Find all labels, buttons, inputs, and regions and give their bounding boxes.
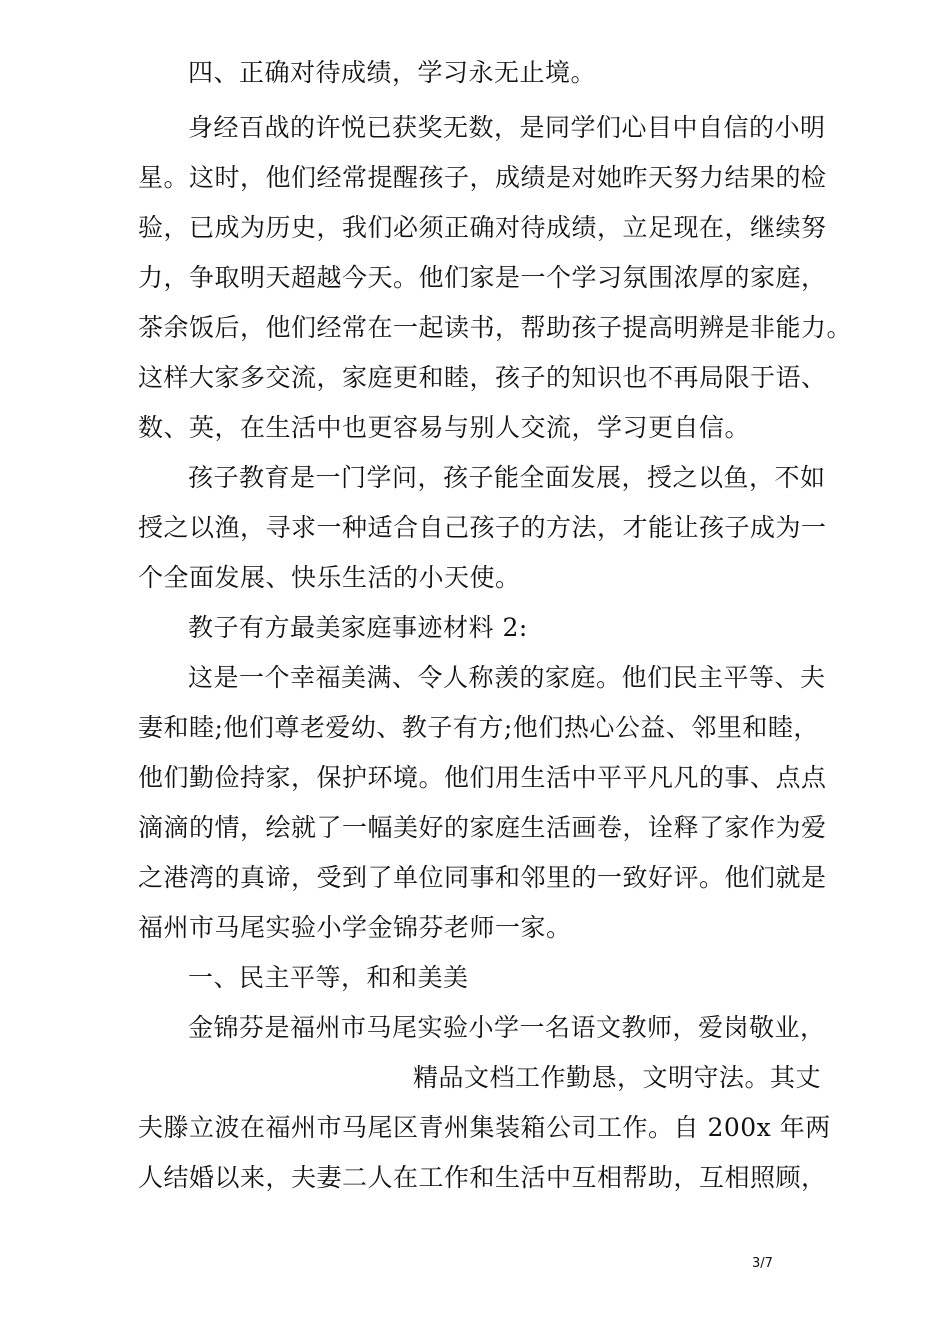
paragraph-line: 茶余饭后，他们经常在一起读书，帮助孩子提高明辨是非能力。	[138, 313, 853, 342]
section-heading-4: 四、正确对待成绩，学习永无止境。	[188, 58, 597, 87]
paragraph-line: 这样大家多交流，家庭更和睦，孩子的知识也不再局限于语、	[138, 363, 827, 392]
paragraph-line: 精品文档工作勤恳，文明守法。其丈	[413, 1063, 822, 1092]
paragraph-line: 验，已成为历史，我们必须正确对待成绩，立足现在，继续努	[138, 213, 827, 242]
paragraph-line: 力，争取明天超越今天。他们家是一个学习氛围浓厚的家庭，	[138, 263, 827, 292]
paragraph-line: 他们勤俭持家，保护环境。他们用生活中平平凡凡的事、点点	[138, 763, 827, 792]
paragraph-line: 之港湾的真谛，受到了单位同事和邻里的一致好评。他们就是	[138, 863, 827, 892]
paragraph-line: 金锦芬是福州市马尾实验小学一名语文教师，爱岗敬业，	[188, 1013, 826, 1042]
paragraph-line: 授之以渔，寻求一种适合自己孩子的方法，才能让孩子成为一	[138, 513, 827, 542]
paragraph-line: 星。这时，他们经常提醒孩子，成绩是对她昨天努力结果的检	[138, 163, 827, 192]
material-heading: 教子有方最美家庭事迹材料 2:	[188, 613, 528, 642]
paragraph-line: 人结婚以来，夫妻二人在工作和生活中互相帮助，互相照顾，	[138, 1163, 827, 1192]
paragraph-line: 个全面发展、快乐生活的小天使。	[138, 563, 521, 592]
paragraph-line: 数、英，在生活中也更容易与别人交流，学习更自信。	[138, 413, 751, 442]
paragraph-line: 夫滕立波在福州市马尾区青州集装箱公司工作。自 200x 年两	[138, 1113, 831, 1142]
section-heading-1: 一、民主平等，和和美美	[188, 963, 469, 992]
paragraph-line: 孩子教育是一门学问，孩子能全面发展，授之以鱼，不如	[188, 463, 826, 492]
paragraph-line: 这是一个幸福美满、令人称羡的家庭。他们民主平等、夫	[188, 663, 826, 692]
paragraph-line: 福州市马尾实验小学金锦芬老师一家。	[138, 913, 572, 942]
paragraph-line: 妻和睦;他们尊老爱幼、教子有方;他们热心公益、邻里和睦，	[138, 713, 819, 742]
paragraph-line: 滴滴的情，绘就了一幅美好的家庭生活画卷，诠释了家作为爱	[138, 813, 827, 842]
page-number: 3/7	[752, 1256, 773, 1271]
paragraph-line: 身经百战的许悦已获奖无数，是同学们心目中自信的小明	[188, 113, 826, 142]
